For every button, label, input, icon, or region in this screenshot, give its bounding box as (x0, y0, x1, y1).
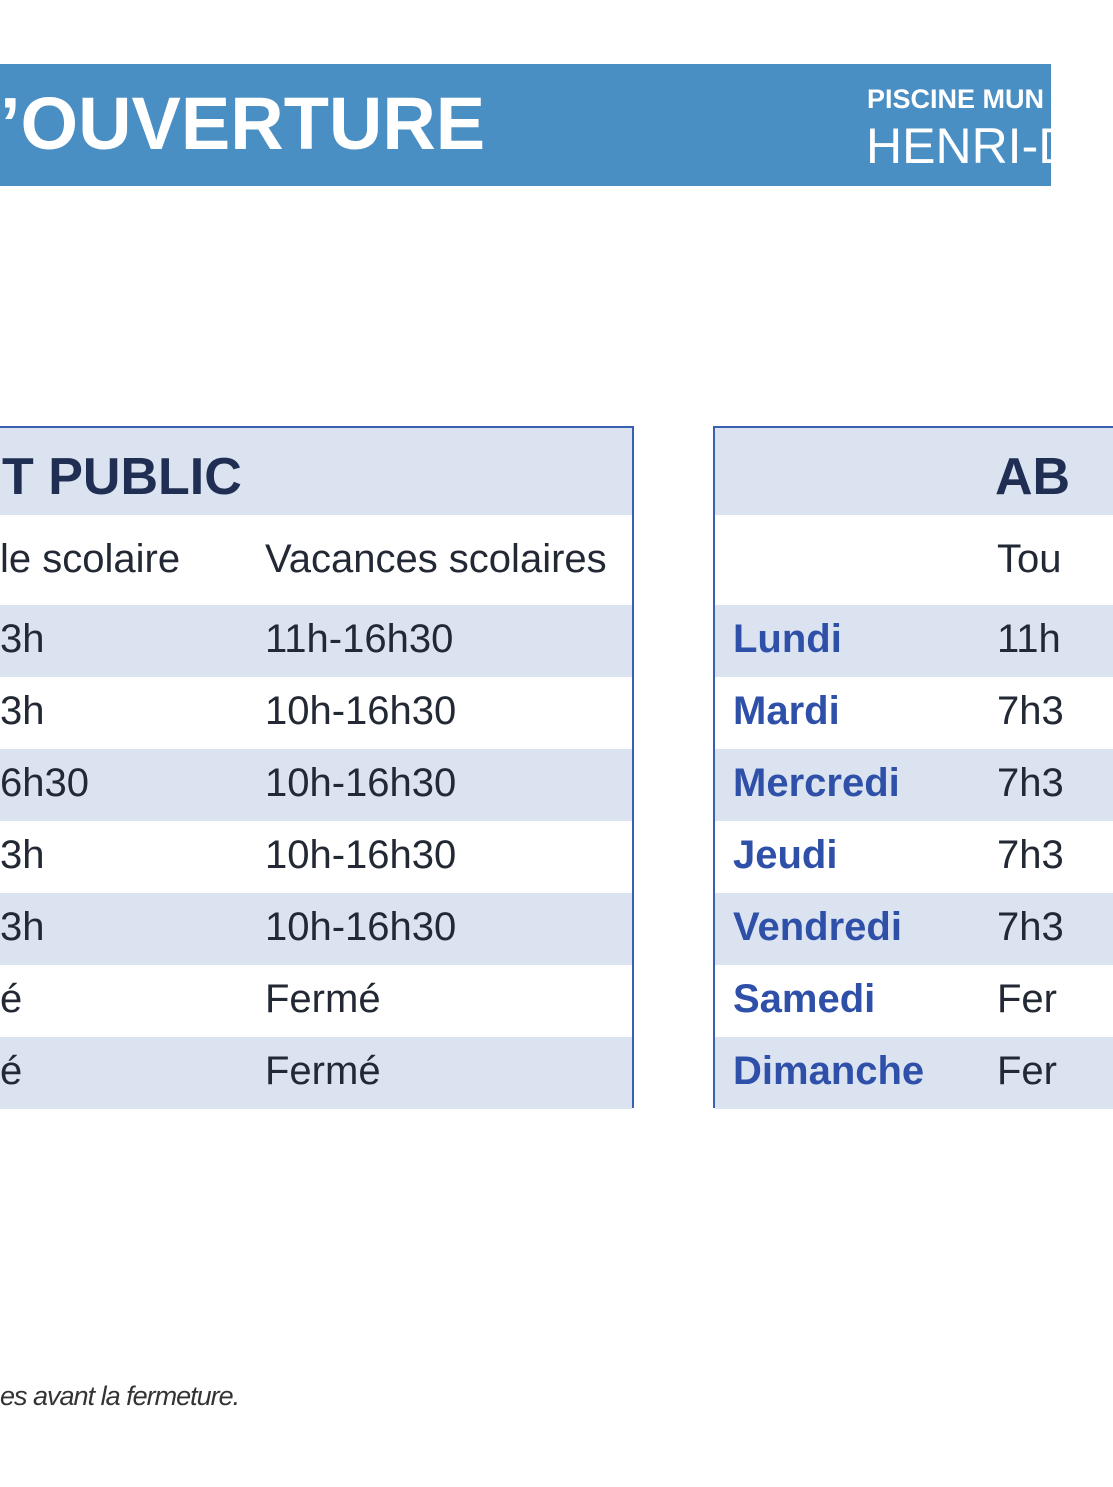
vacation-cell: 10h-16h30 (265, 689, 457, 733)
column-header-school-period: le scolaire (0, 537, 181, 581)
brand-line-2: HENRI-D (866, 118, 1075, 174)
period-cell: é (0, 1049, 23, 1093)
table-header-row (715, 515, 1113, 605)
table-row (715, 749, 1113, 821)
period-cell: 3h (0, 617, 45, 661)
day-label: Mercredi (733, 761, 900, 805)
period-cell: 6h30 (0, 761, 89, 805)
table-row (715, 677, 1113, 749)
table-header-row (0, 515, 632, 605)
day-label: Jeudi (733, 833, 838, 877)
header-banner (0, 64, 1075, 186)
day-label: Vendredi (733, 905, 902, 949)
footnote: es avant la fermeture. (0, 1381, 240, 1411)
table-title-row (0, 428, 632, 515)
table-row (0, 749, 632, 821)
hours-cell: 7h3 (997, 905, 1064, 949)
day-label: Samedi (733, 977, 876, 1021)
table-row (0, 677, 632, 749)
hours-cell: 7h3 (997, 833, 1064, 877)
period-cell: 3h (0, 833, 45, 877)
column-header: Tou (997, 537, 1062, 581)
table-row (0, 605, 632, 677)
period-cell: 3h (0, 905, 45, 949)
column-header-vacation: Vacances scolaires (265, 537, 607, 581)
hours-cell: 11h (997, 617, 1061, 661)
subscriber-hours-table (713, 426, 1113, 1108)
vacation-cell: 11h-16h30 (265, 617, 454, 661)
vacation-cell: 10h-16h30 (265, 905, 457, 949)
hours-cell: Fer (997, 977, 1057, 1021)
hours-cell: 7h3 (997, 761, 1064, 805)
vacation-cell: Fermé (265, 1049, 381, 1093)
hours-cell: Fer (997, 1049, 1057, 1093)
table-row (715, 605, 1113, 677)
table-row (715, 821, 1113, 893)
brand-line-1: PISCINE MUN (867, 84, 1045, 114)
day-label: Dimanche (733, 1049, 925, 1093)
table-title-row (715, 428, 1113, 515)
table-row (0, 1037, 632, 1109)
table-row (715, 893, 1113, 965)
period-cell: é (0, 977, 23, 1021)
table-row (0, 821, 632, 893)
table-title: T PUBLIC (2, 448, 242, 506)
hours-cell: 7h3 (997, 689, 1064, 733)
day-label: Mardi (733, 689, 840, 733)
day-label: Lundi (733, 617, 842, 661)
public-hours-table (0, 426, 634, 1108)
vacation-cell: 10h-16h30 (265, 833, 457, 877)
table-row (0, 965, 632, 1037)
vacation-cell: Fermé (265, 977, 381, 1021)
table-row (0, 893, 632, 965)
vacation-cell: 10h-16h30 (265, 761, 457, 805)
page-title: ’OUVERTURE (0, 82, 486, 165)
period-cell: 3h (0, 689, 45, 733)
table-title: AB (995, 448, 1071, 506)
table-row (715, 1037, 1113, 1109)
table-row (715, 965, 1113, 1037)
